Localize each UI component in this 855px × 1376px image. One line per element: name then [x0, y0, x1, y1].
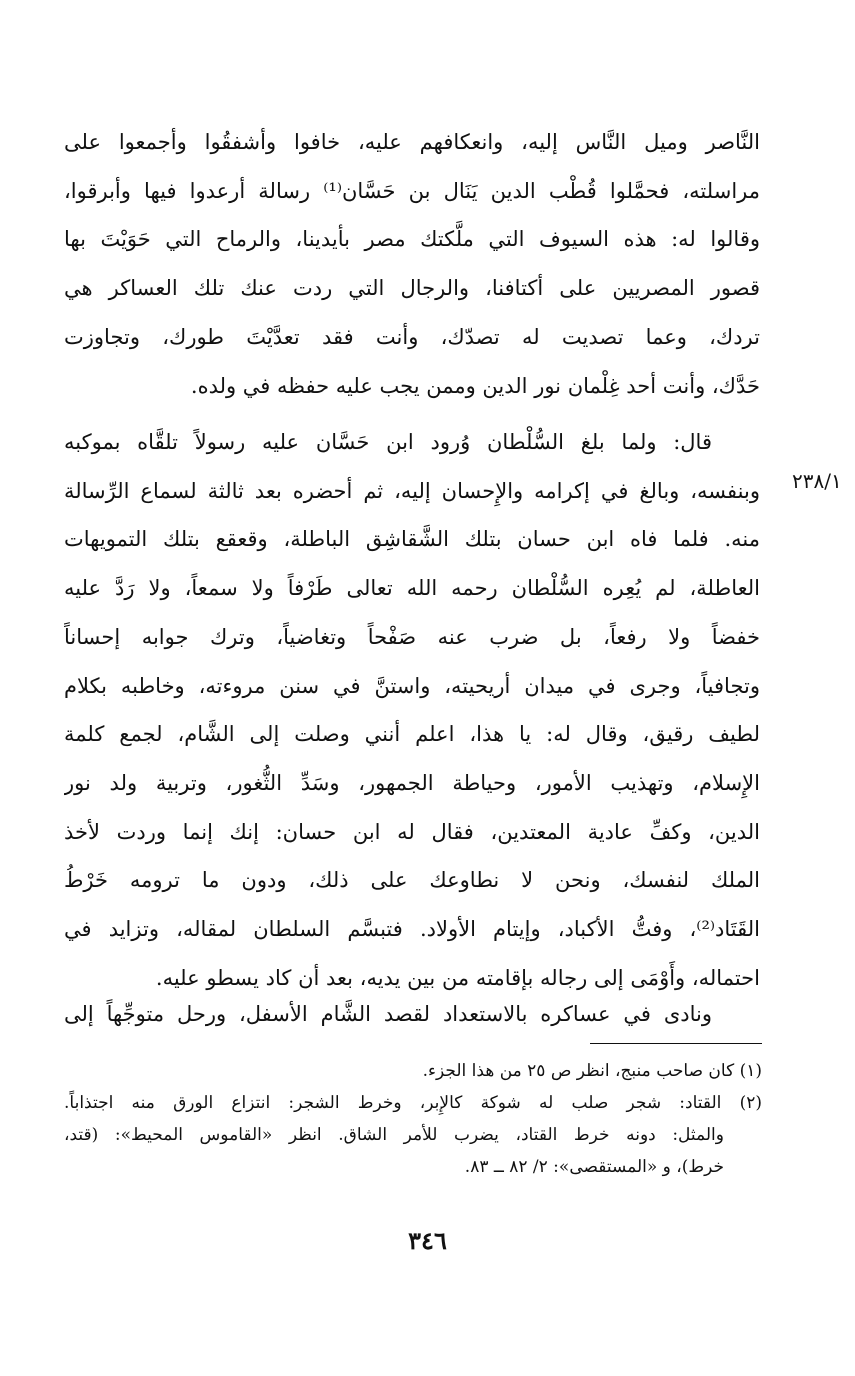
text-line: منه. فلما فاه ابن حسان بتلك الشَّقاشِق الباطلة، وقعقع بتلك التمويهات	[64, 527, 760, 552]
margin-reference: ٢٣٨/١	[792, 469, 842, 493]
footnote-separator	[590, 1043, 762, 1044]
footnote-2-continued: خرط)، و «المستقصى»: ٢/ ٨٢ ــ ٨٣.	[464, 1157, 724, 1177]
text-line: العاطلة، لم يُعِره السُّلْطان رحمه الله تعالى طَرْفاً ولا سمعاً، ولا رَدَّ عليه	[64, 576, 760, 601]
text-line: النَّاصر وميل النَّاس إليه، وانعكافهم عليه، خافوا وأشفقُوا وأجمعوا على	[64, 130, 760, 154]
text-line: وتجافياً، وجرى في ميدان أريحيته، واستنَّ في سنن مروءته، وخاطبه بكلام	[64, 673, 760, 698]
text-line: خفضاً ولا رفعاً، بل ضرب عنه صَفْحاً وتغاضياً، وترك جوابه إحساناً	[64, 624, 760, 649]
text-line: حَدَّك، وأنت أحد غِلْمان نور الدين وممن يجب عليه حفظه في ولده.	[190, 373, 760, 398]
text-line: قال: ولما بلغ السُّلْطان وُرود ابن حَسَّان عليه رسولاً تلقَّاه بموكبه	[64, 430, 712, 454]
text-line: الإِسلام، وتهذيب الأمور، وحياطة الجمهور، وسَدِّ الثُّغور، وتربية ولد نور	[64, 770, 760, 795]
text-line: وبنفسه، وبالغ في إكرامه والإِحسان إليه، ثم أحضره بعد ثالثة لسماع الرِّسالة	[64, 478, 760, 503]
text-line: الدين، وكفِّ عادية المعتدين، فقال له ابن حسان: إنك إنما وردت لأخذ	[64, 819, 760, 844]
footnote-2-continued: والمثل: دونه خرط القتاد، يضرب للأمر الشاق. انظر «القاموس المحيط»: (قتد،	[64, 1125, 724, 1145]
paragraph-3	[64, 990, 760, 1039]
page-number: ٣٤٦	[408, 1226, 447, 1255]
footnotes	[64, 1055, 762, 1183]
text-line: لطيف رقيق، وقال له: يا هذا، اعلم أنني وصلت إلى الشَّام، لجمع كلمة	[64, 722, 760, 747]
text-line: مراسلته، فحمَّلوا قُطْب الدين يَنَال بن حَسَّان⁽¹⁾ رسالة أرعدوا فيها وأبرقوا،	[64, 178, 760, 203]
text-line: تردك، وعما تصديت له تصدّك، وأنت فقد تعدَّيْتَ طورك، وتجاوزت	[64, 324, 760, 349]
text-line: وقالوا له: هذه السيوف التي ملَّكتك مصر بأيدينا، والرماح التي حَوَيْتَ بها	[64, 227, 760, 252]
footnote-2: (٢) القتاد: شجر صلب له شوكة كالإِبر، وخرط الشجر: انتزاع الورق منه اجتذاباً.	[64, 1093, 762, 1113]
text-line: القَتَاد⁽²⁾، وفتُّ الأكباد، وإيتام الأولاد. فتبسَّم السلطان لمقاله، وتزايد في	[64, 917, 760, 942]
paragraph-1	[64, 118, 760, 410]
paragraph-2	[64, 418, 760, 1002]
text-line: ونادى في عساكره بالاستعداد لقصد الشَّام الأسفل، ورحل متوجِّهاً إلى	[64, 1002, 712, 1026]
footnote-1: (١) كان صاحب منبج، انظر ص ٢٥ من هذا الجزء.	[422, 1061, 762, 1081]
text-line: احتماله، وأَوْمَى إلى رجاله بإقامته من بين يديه، بعد أن كاد يسطو عليه.	[155, 965, 760, 990]
text-line: قصور المصريين على أكتافنا، والرجال التي ردت عنك تلك العساكر هي	[64, 276, 760, 301]
text-line: الملك لنفسك، ونحن لا نطاوعك على ذلك، ودون ما ترومه خَرْطُ	[64, 868, 760, 893]
